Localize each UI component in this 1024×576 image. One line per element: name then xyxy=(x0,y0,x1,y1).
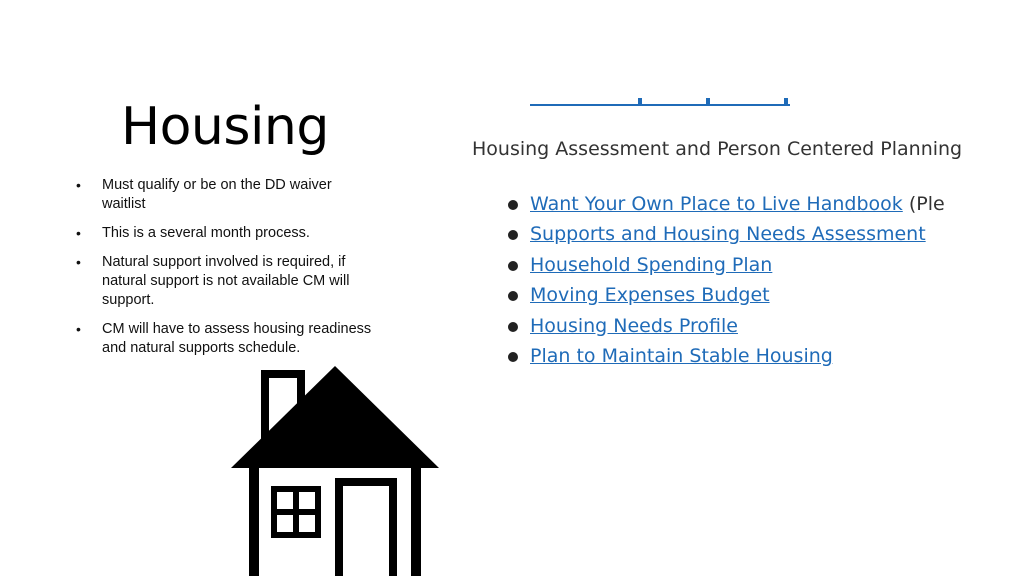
bullet-dot xyxy=(508,352,518,362)
cropped-link-underline xyxy=(530,104,790,106)
slide-title: Housing xyxy=(121,97,329,157)
cropped-link[interactable] xyxy=(530,80,790,108)
bullet-dot: • xyxy=(76,321,81,337)
link-moving-budget[interactable]: Moving Expenses Budget xyxy=(530,284,770,307)
bullet-list xyxy=(76,176,376,368)
bullet-item xyxy=(76,176,376,214)
embedded-screenshot xyxy=(460,80,963,380)
window-pane xyxy=(277,492,293,509)
window-pane xyxy=(277,515,293,532)
bullet-dot: • xyxy=(76,225,81,241)
window-pane xyxy=(299,515,315,532)
list-item xyxy=(506,344,945,374)
bullet-item xyxy=(76,320,376,358)
bullet-dot xyxy=(508,322,518,332)
link-spending-plan[interactable]: Household Spending Plan xyxy=(530,253,773,276)
cropped-link-descender xyxy=(784,98,788,104)
bullet-dot: • xyxy=(76,177,81,193)
bullet-text: Must qualify or be on the DD waiver waitlist xyxy=(102,177,332,212)
bullet-dot xyxy=(508,200,518,210)
list-item xyxy=(506,192,945,222)
list-item xyxy=(506,253,945,283)
link-suffix: (Ple xyxy=(902,193,945,215)
bullet-dot xyxy=(508,230,518,240)
bullet-item xyxy=(76,224,376,243)
bullet-text: Natural support involved is required, if natural support is not available CM will support. xyxy=(102,254,350,308)
list-item xyxy=(506,314,945,344)
list-item xyxy=(506,222,945,252)
house-icon xyxy=(231,366,439,576)
bullet-text: CM will have to assess housing readiness and natural supports schedule. xyxy=(102,321,372,356)
door-inner xyxy=(343,486,389,576)
panel-heading: Housing Assessment and Person Centered Planning xyxy=(472,138,963,160)
cropped-link-descender xyxy=(706,98,710,104)
bullet-dot xyxy=(508,291,518,301)
bullet-dot xyxy=(508,261,518,271)
bullet-item xyxy=(76,253,376,310)
bullet-text: This is a several month process. xyxy=(102,225,310,241)
link-handbook[interactable]: Want Your Own Place to Live Handbook xyxy=(530,193,903,215)
list-item xyxy=(506,283,945,313)
link-needs-assessment[interactable]: Supports and Housing Needs Assessment xyxy=(530,223,926,246)
link-needs-profile[interactable]: Housing Needs Profile xyxy=(530,314,738,337)
link-stable-housing[interactable]: Plan to Maintain Stable Housing xyxy=(530,344,833,367)
window-pane xyxy=(299,492,315,509)
resource-link-list xyxy=(506,192,945,374)
bullet-dot: • xyxy=(76,254,81,270)
cropped-link-descender xyxy=(638,98,642,104)
